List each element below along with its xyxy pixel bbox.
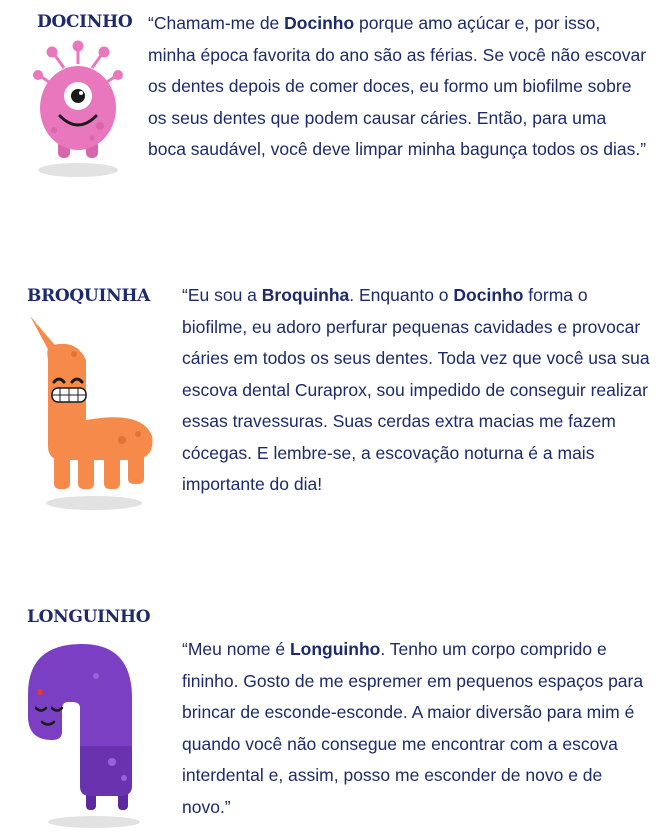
longuinho-title: LONGUINHO xyxy=(27,607,151,627)
longuinho-quote: “Meu nome é Longuinho. Tenho um corpo comprido e fininho. Gosto de me espremer em pequenos espaços para brincar de esconde-esconde. A maior diversão para mim é quando você não consegue me encontrar com a escova interdental e, assim, posso me esconder de novo e de novo.” xyxy=(182,639,644,817)
docinho-quote: “Chamam-me de Docinho porque amo açúcar e, por isso, minha época favorita do ano são as férias. Se você não escovar os dentes depois de comer doces, eu formo um biofilme sobre os seus dentes que podem causar cáries. Então, para uma boca saudável, você deve limpar minha bagunça todos os dias.” xyxy=(148,13,647,159)
broquinha-monster-icon xyxy=(22,310,162,515)
broquinha-title: BROQUINHA xyxy=(27,286,150,306)
docinho-title: DOCINHO xyxy=(37,12,133,32)
broquinha-quote: “Eu sou a Broquinha. Enquanto o Docinho forma o biofilme, eu adoro perfurar pequenas cavidades e provocar cáries em todos os seus dentes. Toda vez que você usa sua escova dental Curaprox, sou impedido de conseguir realizar essas travessuras. Suas cerdas extra macias me fazem cócegas. E lembre-se, a escovação noturna é a mais importante do dia! xyxy=(182,285,650,494)
docinho-monster-icon xyxy=(30,40,126,180)
longuinho-monster-icon xyxy=(22,636,152,832)
